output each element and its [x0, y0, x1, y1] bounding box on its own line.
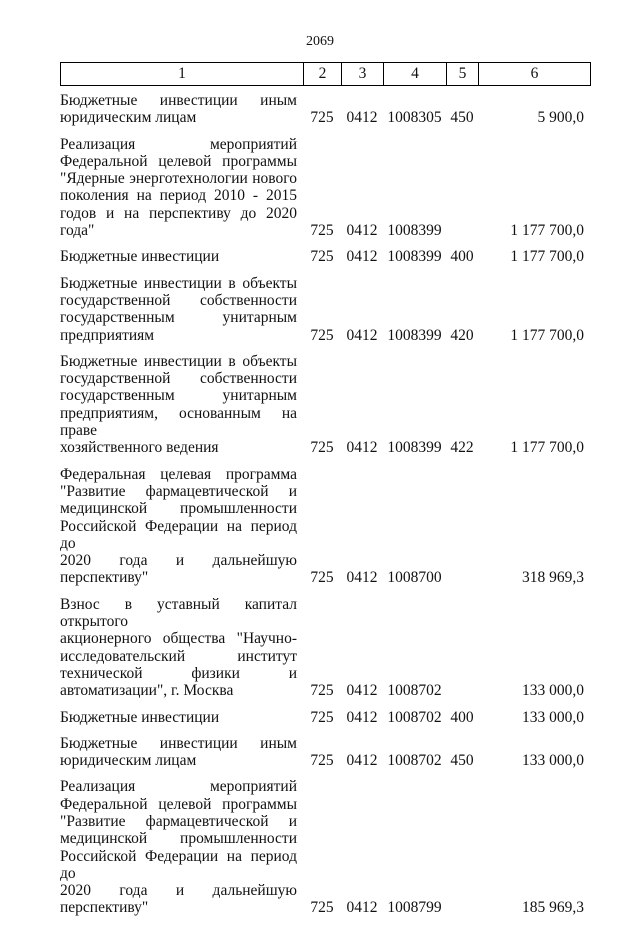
row-description [60, 735, 303, 770]
section-code: 0412 [346, 708, 378, 726]
row-description [60, 466, 303, 587]
row-description-line: Российской Федерации на период до [60, 517, 297, 552]
table-row [60, 735, 590, 770]
target-article-code: 1008399 [387, 222, 442, 240]
row-description-line: Российской Федерации на период до [60, 847, 297, 882]
section-code: 0412 [346, 326, 378, 344]
row-description [60, 136, 303, 240]
target-article-code: 1008700 [387, 569, 442, 587]
ministry-code: 725 [310, 682, 334, 700]
row-description-line: медицинской промышленности [60, 830, 297, 848]
expense-type-code: 400 [450, 248, 474, 266]
row-description [60, 778, 303, 916]
row-description-line: перспективу" [60, 899, 149, 917]
amount: 318 969,3 [522, 569, 584, 587]
expense-type-code: 400 [450, 708, 474, 726]
ministry-code: 725 [310, 752, 334, 770]
column-header-5: 5 [447, 63, 479, 86]
ministry-code: 725 [310, 109, 334, 127]
row-description-line: 2020 года и дальнейшую [60, 552, 297, 570]
target-article-code: 1008399 [387, 439, 442, 457]
target-article-code: 1008702 [387, 752, 442, 770]
row-description-line: автоматизации", г. Москва [60, 682, 234, 700]
row-description-line: государственной собственности [60, 291, 297, 309]
row-description-line: юридическим лицам [60, 109, 197, 127]
row-description [60, 92, 303, 127]
budget-rows [60, 92, 590, 926]
target-article-code: 1008702 [387, 708, 442, 726]
amount: 133 000,0 [522, 708, 584, 726]
amount: 1 177 700,0 [510, 248, 584, 266]
target-article-code: 1008702 [387, 682, 442, 700]
row-description [60, 596, 303, 700]
row-description-line: хозяйственного ведения [60, 439, 219, 457]
row-description-line: Реализация мероприятий [60, 135, 297, 153]
table-row [60, 709, 590, 726]
ministry-code: 725 [310, 222, 334, 240]
section-code: 0412 [346, 682, 378, 700]
row-description-line: государственным унитарным [60, 309, 297, 327]
expense-type-code: 420 [450, 326, 474, 344]
row-description [60, 709, 303, 726]
amount: 185 969,3 [522, 899, 584, 917]
ministry-code: 725 [310, 569, 334, 587]
row-description-line: Бюджетные инвестиции [60, 708, 220, 726]
section-code: 0412 [346, 222, 378, 240]
amount: 133 000,0 [522, 752, 584, 770]
table-row [60, 353, 590, 457]
column-header-table [60, 62, 591, 86]
row-description-line: Бюджетные инвестиции [60, 248, 220, 266]
row-description-line: Бюджетные инвестиции в объекты [60, 352, 297, 370]
row-description-line: "Развитие фармацевтической и [60, 482, 297, 500]
target-article-code: 1008799 [387, 899, 442, 917]
row-description-line: Федеральной целевой программы [60, 795, 297, 813]
expense-type-code: 450 [450, 109, 474, 127]
section-code: 0412 [346, 248, 378, 266]
row-description-line: предприятиям [60, 326, 155, 344]
ministry-code: 725 [310, 326, 334, 344]
row-description-line: Реализация мероприятий [60, 778, 297, 796]
row-description-line: "Развитие фармацевтической и [60, 812, 297, 830]
ministry-code: 725 [310, 248, 334, 266]
row-description-line: предприятиям, основанным на праве [60, 404, 297, 440]
ministry-code: 725 [310, 439, 334, 457]
column-header-row [61, 63, 591, 86]
section-code: 0412 [346, 109, 378, 127]
row-description [60, 353, 303, 457]
row-description-line: государственной собственности [60, 370, 297, 388]
row-description [60, 248, 303, 265]
column-header-4: 4 [384, 63, 447, 86]
row-description-line: исследовательский институт [60, 647, 297, 665]
row-description-line: государственным унитарным [60, 387, 297, 405]
row-description-line: перспективу" [60, 569, 149, 587]
column-header-1: 1 [61, 63, 304, 86]
row-description-line: Федеральная целевая программа [60, 465, 297, 483]
ministry-code: 725 [310, 899, 334, 917]
expense-type-code: 422 [450, 439, 474, 457]
row-description-line: Бюджетные инвестиции в объекты [60, 274, 297, 292]
section-code: 0412 [346, 439, 378, 457]
target-article-code: 1008399 [387, 248, 442, 266]
amount: 133 000,0 [522, 682, 584, 700]
ministry-code: 725 [310, 708, 334, 726]
row-description-line: Федеральной целевой программы [60, 152, 297, 170]
table-row [60, 596, 590, 700]
section-code: 0412 [346, 752, 378, 770]
row-description-line: юридическим лицам [60, 752, 197, 770]
target-article-code: 1008399 [387, 326, 442, 344]
table-row [60, 466, 590, 587]
column-header-2: 2 [304, 63, 342, 86]
row-description-line: "Ядерные энерготехнологии нового [60, 170, 297, 188]
amount: 1 177 700,0 [510, 222, 584, 240]
page-number: 2069 [306, 34, 334, 49]
table-row [60, 248, 590, 265]
row-description-line: Бюджетные инвестиции иным [60, 92, 297, 109]
row-description-line: поколения на период 2010 - 2015 [60, 187, 297, 205]
expense-type-code: 450 [450, 752, 474, 770]
section-code: 0412 [346, 569, 378, 587]
row-description-line: Бюджетные инвестиции иным [60, 734, 297, 752]
table-row [60, 275, 590, 344]
row-description-line: годов и на перспективу до 2020 [60, 204, 297, 222]
column-header-6: 6 [479, 63, 591, 86]
amount: 1 177 700,0 [510, 439, 584, 457]
table-row [60, 92, 590, 127]
row-description-line: Взнос в уставный капитал открытого [60, 595, 297, 631]
row-description-line: 2020 года и дальнейшую [60, 882, 297, 900]
row-description [60, 275, 303, 344]
table-row [60, 136, 590, 240]
row-description-line: технической физики и [60, 664, 297, 682]
column-header-3: 3 [342, 63, 384, 86]
table-row [60, 778, 590, 916]
row-description-line: медицинской промышленности [60, 500, 297, 518]
row-description-line: года" [60, 222, 95, 240]
row-description-line: акционерного общества "Научно- [60, 630, 297, 648]
amount: 1 177 700,0 [510, 326, 584, 344]
section-code: 0412 [346, 899, 378, 917]
target-article-code: 1008305 [387, 109, 442, 127]
amount: 5 900,0 [537, 109, 584, 127]
